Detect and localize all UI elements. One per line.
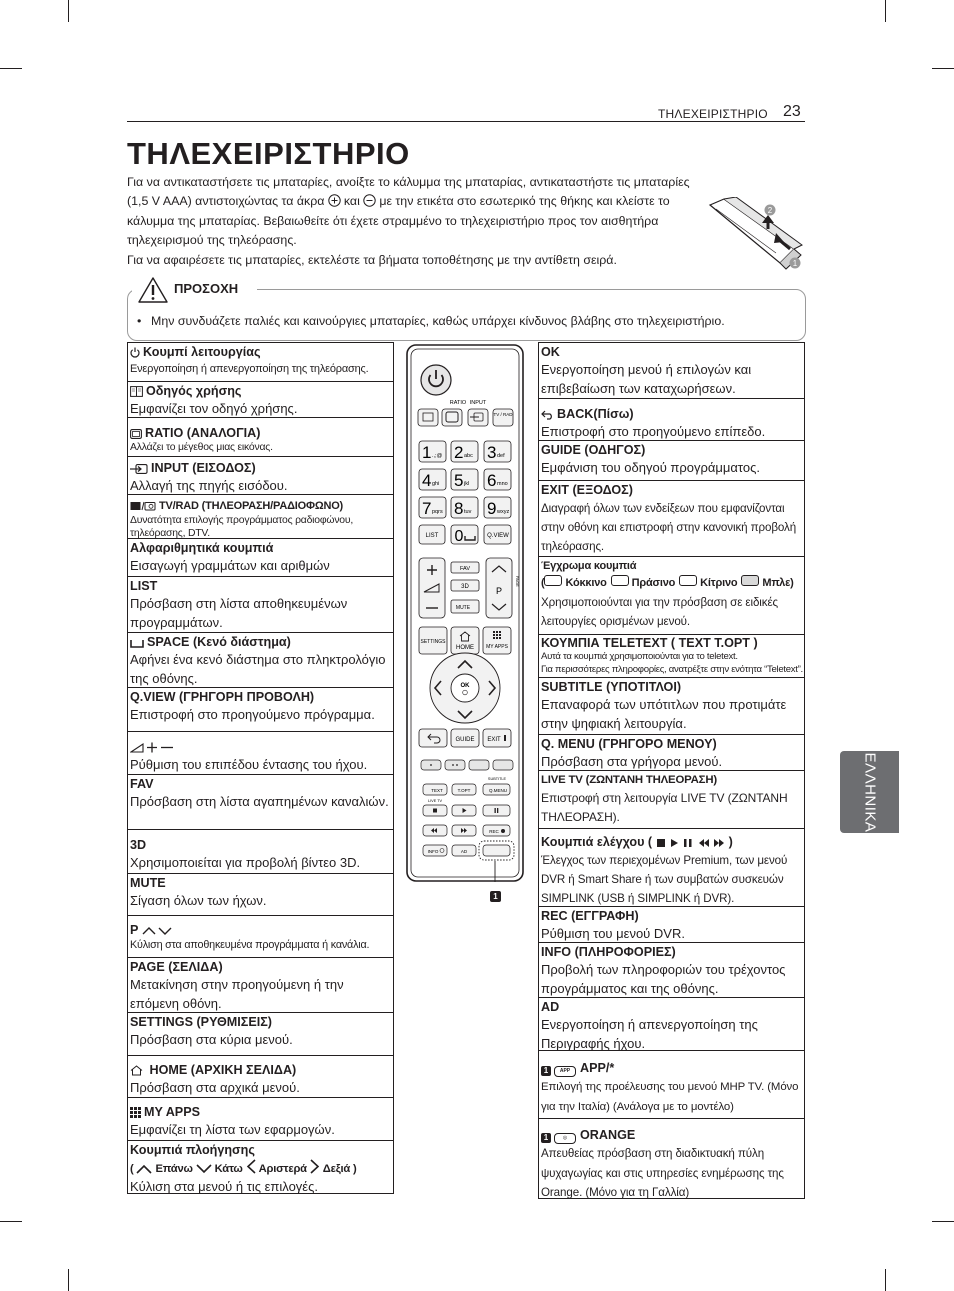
row-title: Έγχρωμα κουμπιά <box>541 560 637 572</box>
keypad-digit: 9 <box>487 499 497 518</box>
row-title: ΚΟΥΜΠΙΑ TELETEXT ( TEXT T.OPT ) <box>541 636 758 650</box>
table-row <box>128 957 393 1012</box>
power-button[interactable] <box>421 365 451 395</box>
remote-callout-1: 1 <box>490 891 501 902</box>
row-title: REC (ΕΓΓΡΑΦΗ) <box>541 909 639 923</box>
row-desc: Κύλιση στα αποθηκευμένα προγράμματα ή κανάλια. <box>130 939 370 951</box>
table-row <box>128 538 393 576</box>
myapps-key-label: MY APPS <box>486 644 508 650</box>
left-button-table <box>127 342 394 1194</box>
row-desc: Ενεργοποίηση μενού ή επιλογών και επιβεβαίωση των καταχωρήσεων. <box>541 362 752 396</box>
row-title: LIST <box>130 579 158 593</box>
row-desc: Εμφανίζει τη λίστα των εφαρμογών. <box>130 1122 335 1137</box>
right-button-table <box>538 342 805 1199</box>
ok-key-label: OK <box>460 683 470 689</box>
app-button-icon: APP <box>554 1066 576 1077</box>
row-title: SUBTITLE (ΥΠΟΤΙΤΛΟΙ) <box>541 680 682 694</box>
red-button-icon <box>544 575 562 586</box>
row-desc: Πρόσβαση στη λίστα αγαπημένων καναλιών. <box>130 794 389 809</box>
row-title: Q.VIEW (ΓΡΗΓΟΡΗ ΠΡΟΒΟΛΗ) <box>130 690 315 704</box>
page-title: ΤΗΛΕΧΕΙΡΙΣΤΗΡΙΟ <box>127 136 410 171</box>
livetv-small-label: LIVE TV <box>428 799 443 803</box>
row-desc: Πρόσβαση στα αρχικά μενού. <box>130 1080 300 1095</box>
minus-circle-icon <box>363 194 376 207</box>
guide-key-label: GUIDE <box>455 737 475 743</box>
table-row <box>128 494 393 538</box>
book-icon <box>130 386 143 397</box>
row-title: INPUT (ΕΙΣΟΔΟΣ) <box>151 461 256 475</box>
keypad-digit: 2 <box>454 443 464 462</box>
row-title: BACK(Πίσω) <box>557 407 634 421</box>
color-paren: ( <box>541 577 545 589</box>
power-icon <box>130 347 140 358</box>
table-row <box>539 398 804 440</box>
table-row <box>539 1118 804 1199</box>
caution-bullet-text: Μην συνδυάζετε παλιές και καινούργιες μπαταρίες, καθώς υπάρχει κίνδυνος βλάβης στο τηλεχειριστήριο. <box>151 314 725 328</box>
tv-rad-label: TV / RAD <box>493 412 513 417</box>
row-title: EXIT (ΕΞΟΔΟΣ) <box>541 483 633 497</box>
keypad-letters: ghi <box>432 481 440 487</box>
volume-plus-minus-icon <box>130 742 174 753</box>
row-desc: Εισαγωγή γραμμάτων και αριθμών <box>130 558 330 573</box>
table-row <box>539 556 804 634</box>
keypad-letters: wxyz <box>497 509 510 515</box>
row-desc: Για περισσότερες πληροφορίες, ανατρέξτε στην ενότητα “Teletext”. <box>541 663 803 675</box>
qview-key-label: Q.VIEW <box>487 533 509 539</box>
zero-key-label: 0 <box>454 528 464 545</box>
model-note-marker: 1 <box>541 1066 551 1076</box>
crop-mark <box>885 1269 886 1291</box>
keypad-digit: 1 <box>422 443 432 462</box>
blue-button-icon <box>741 575 759 586</box>
row-desc: Δυνατότητα επιλογής προγράμματος ραδιοφώνου, τηλεόρασης, DTV. <box>130 515 354 538</box>
row-desc: Κύλιση στα μενού ή τις επιλογές. <box>130 1179 318 1194</box>
green-button[interactable] <box>445 760 465 770</box>
crop-mark <box>932 1221 954 1222</box>
running-header: ΤΗΛΕΧΕΙΡΙΣΤΗΡΙΟ <box>658 107 768 121</box>
space-icon <box>130 640 144 648</box>
home-key-label: HOME <box>456 645 474 651</box>
intro-text-a: Για να αντικαταστήσετε τις μπαταρίες, ανοίξτε το κάλυμμα της μπαταρίας, αντικαταστήστε τις μπαταρίες (1,5 V AAA) αντιστοιχώντας τα άκρα <box>127 175 690 209</box>
crop-mark <box>68 0 69 22</box>
settings-key-label: SETTINGS <box>420 639 446 645</box>
row-desc: Εμφάνιση του οδηγού προγράμματος. <box>541 460 760 475</box>
nav-paren: ( <box>130 1163 134 1175</box>
keypad-letters: def <box>497 453 505 459</box>
row-title: OK <box>541 345 560 359</box>
row-desc: Αλλαγή της πηγής εισόδου. <box>130 478 288 493</box>
crop-mark <box>885 0 886 22</box>
table-row <box>128 576 393 632</box>
intro-paragraph-1 <box>127 173 712 251</box>
row-desc: Ενεργοποίηση ή απενεργοποίηση της Περιγραφής ήχου. <box>541 1017 758 1050</box>
row-desc: Αυτά τα κουμπιά χρησιμοποιούνται για το teletext. <box>541 651 738 662</box>
model-note-marker: 1 <box>541 1133 551 1143</box>
caution-title: ΠΡΟΣΟΧΗ <box>174 281 239 296</box>
keypad-letters: pqrs <box>432 509 443 515</box>
row-desc: Επιστροφή στο προηγούμενο επίπεδο. <box>541 424 766 439</box>
yellow-button[interactable] <box>469 760 489 770</box>
3d-key-label: 3D <box>461 584 469 590</box>
fav-key-label: FAV <box>460 566 470 572</box>
table-row <box>539 942 804 997</box>
rec-key-label: REC <box>489 829 499 834</box>
row-title: FAV <box>130 777 154 791</box>
row-title: Κουμπιά ελέγχου ( <box>541 835 653 849</box>
row-desc: Επιλογή της προέλευσης του μενού MHP TV. (Μόνο για την Ιταλία) (Ανάλογα με το μοντέλο) <box>541 1081 799 1113</box>
keypad-letters: jkl <box>464 481 470 487</box>
ratio-icon <box>130 429 142 439</box>
table-row <box>539 770 804 828</box>
playback-controls-icon <box>656 838 726 848</box>
row-desc: Μετακίνηση στην προηγούμενη ή την επόμενη οθόνη. <box>130 977 344 1011</box>
tv-radio-icon <box>130 501 156 511</box>
mute-key-label: MUTE <box>455 605 471 611</box>
language-tab-label: ΕΛΛΗΝΙΚΑ <box>861 752 879 832</box>
row-title-end: ) <box>728 835 733 849</box>
row-desc: Σίγαση όλων των ήχων. <box>130 893 267 908</box>
page-number: 23 <box>783 103 801 120</box>
row-desc: Ενεργοποίηση ή απενεργοποίηση της τηλεόρασης. <box>130 363 369 375</box>
nav-down-label: Κάτω <box>214 1163 243 1175</box>
warning-triangle-icon <box>137 276 169 304</box>
row-title: GUIDE (ΟΔΗΓΟΣ) <box>541 443 646 457</box>
pause-button[interactable] <box>483 805 510 816</box>
battery-step-1: 1 <box>792 259 798 268</box>
row-desc: Πρόσβαση στη λίστα αποθηκευμένων προγραμμάτων. <box>130 596 348 630</box>
intro-text-b: και <box>343 194 360 209</box>
crop-mark <box>0 1221 22 1222</box>
table-row <box>539 906 804 942</box>
row-title: LIVE TV (ΖΩΝΤΑΝΗ ΤΗΛΕΟΡΑΣΗ) <box>541 774 717 786</box>
row-title: P <box>130 923 139 937</box>
battery-step-2: 2 <box>767 206 773 215</box>
table-row <box>539 828 804 906</box>
nav-right-label: Δεξιά <box>322 1163 351 1175</box>
input-label: INPUT <box>469 400 487 406</box>
row-desc: Διαγραφή όλων των ενδείξεων που εμφανίζονται στην οθόνη και επιστροφή στην κανονική προβολή τηλεόρασης. <box>541 502 797 553</box>
chevron-down-icon <box>196 1164 212 1174</box>
row-title: TV/RAD (ΤΗΛΕΟΡΑΣΗ/ΡΑΔΙΟΦΩΝΟ) <box>159 500 344 512</box>
keypad-digit: 5 <box>454 471 464 490</box>
intro-text <box>127 173 712 270</box>
green-button-icon <box>611 575 629 586</box>
table-row <box>128 632 393 687</box>
page-side-label: PAGE <box>515 576 520 587</box>
list-key-label: LIST <box>425 533 439 539</box>
green-label: Πράσινο <box>631 577 676 589</box>
yellow-button-icon <box>679 575 697 586</box>
intro-paragraph-2: Για να αφαιρέσετε τις μπαταρίες, εκτελέστε τα βήματα τοποθέτησης με την αντίθετη σειρά. <box>127 252 617 267</box>
chevron-up-down-icon <box>142 926 172 936</box>
table-row <box>128 456 393 494</box>
keypad-letters: tuv <box>464 509 472 515</box>
keypad-digit: 6 <box>487 471 497 490</box>
keypad-digit: 4 <box>422 471 432 490</box>
row-desc: Έλεγχος των περιεχομένων Premium, των μενού DVR ή Smart Share ή των συμβατών συσκευών SIMPLINK (USB ή SIMPLINK ή DVR). <box>541 854 788 905</box>
row-desc: Πρόσβαση στα γρήγορα μενού. <box>541 754 723 769</box>
table-row <box>128 731 393 774</box>
crop-mark <box>68 1269 69 1291</box>
qmenu-key-label: Q.MENU <box>489 788 507 793</box>
row-title: ORANGE <box>580 1128 636 1142</box>
row-desc: Χρησιμοποιούνται για την πρόσβαση σε ειδικές λειτουργίες ορισμένων μενού. <box>541 596 779 628</box>
ad-key-label: AD <box>460 849 468 854</box>
keypad-letters: abc <box>464 453 473 459</box>
app-button[interactable] <box>483 845 510 856</box>
crop-mark <box>0 68 22 69</box>
bullet-dot: • <box>137 314 142 328</box>
row-title: APP/* <box>580 1061 615 1075</box>
yellow-label: Κίτρινο <box>700 577 738 589</box>
language-tab <box>840 751 899 833</box>
table-row <box>539 677 804 734</box>
table-row <box>128 1012 393 1055</box>
keypad-letters: .,;@ <box>432 453 443 459</box>
back-arrow-icon <box>541 410 554 420</box>
row-title: Κουμπιά πλοήγησης <box>130 1143 255 1157</box>
nav-paren: ) <box>353 1163 357 1175</box>
row-desc: Επιστροφή στη λειτουργία LIVE TV (ΖΩΝΤΑΝΗ ΤΗΛΕΟΡΑΣΗ). <box>541 791 788 824</box>
topt-key-label: T.OPT <box>457 788 471 793</box>
ratio-label: RATIO <box>449 400 467 406</box>
row-title: Q. MENU (ΓΡΗΓΟΡΟ ΜΕΝΟΥ) <box>541 737 717 751</box>
table-row <box>128 687 393 731</box>
chevron-up-icon <box>136 1164 152 1174</box>
table-row <box>539 342 804 398</box>
table-row <box>128 1055 393 1097</box>
row-desc: Ρύθμιση του επιπέδου έντασης του ήχου. <box>130 757 368 772</box>
row-desc: Χρησιμοποιείται για προβολή βίντεο 3D. <box>130 855 361 870</box>
table-row <box>128 829 393 873</box>
row-desc: Επιστροφή στο προηγούμενο πρόγραμμα. <box>130 707 375 722</box>
intro-text-c: με την ετικέτα στο εσωτερικό της θήκης και κλείστε το κάλυμμα της μπαταρίας. Βεβαιωθείτε ότι έχετε στραμμένο το τηλεχειριστήριο προς τον αισθητήρα τηλεχειρισμού της τηλεόρασης. <box>127 194 670 248</box>
battery-cover-illustration <box>706 197 806 272</box>
user-guide-button[interactable] <box>418 409 438 426</box>
nav-left-label: Αριστερά <box>258 1163 307 1175</box>
row-title: PAGE (ΣΕΛΙΔΑ) <box>130 960 223 974</box>
row-desc: Επαναφορά των υπότιτλων που προτιμάτε στην ψηφιακή λειτουργία. <box>541 697 787 731</box>
table-row <box>539 440 804 480</box>
caution-bullet <box>137 314 725 328</box>
red-label: Κόκκινο <box>565 577 607 589</box>
table-row <box>128 342 393 381</box>
row-title: HOME (ΑΡΧΙΚΗ ΣΕΛΙΔΑ) <box>149 1063 297 1077</box>
input-icon <box>130 464 148 474</box>
table-row <box>539 634 804 677</box>
table-row <box>128 417 393 456</box>
table-row <box>128 873 393 915</box>
row-desc: Προβολή των πληροφοριών του τρέχοντος προγράμματος και της οθόνης. <box>541 962 786 996</box>
keypad-digit: 7 <box>422 499 432 518</box>
table-row <box>128 1140 393 1194</box>
plus-circle-icon <box>328 194 341 207</box>
back-button[interactable] <box>419 729 447 747</box>
chevron-left-icon <box>246 1159 256 1174</box>
row-title: 3D <box>130 838 147 852</box>
row-desc: Ρύθμιση του μενού DVR. <box>541 926 685 941</box>
row-desc: Απευθείας πρόσβαση στη διαδικτυακή πύλη ψυχαγωγίας και στις υπηρεσίες ενημέρωσης της Orange. (Μόνο για τη Γαλλία) <box>541 1147 784 1199</box>
row-desc: Αλλάζει το μέγεθος μιας εικόνας. <box>130 442 273 453</box>
info-key-label: INFO <box>427 849 439 854</box>
table-row <box>128 774 393 829</box>
table-row <box>539 480 804 556</box>
keypad-digit: 3 <box>487 443 497 462</box>
chevron-right-icon <box>310 1159 320 1174</box>
row-title: RATIO (ΑΝΑΛΟΓΙΑ) <box>145 426 261 440</box>
row-title: Οδηγός χρήσης <box>146 384 242 398</box>
subtitle-small-label: SUBTITLE <box>487 777 507 781</box>
blue-button[interactable] <box>493 760 513 770</box>
text-key-label: TEXT <box>431 788 443 793</box>
remote-control-illustration <box>406 344 524 882</box>
row-title: Αλφαριθμητικά κουμπιά <box>130 541 274 555</box>
row-title: INFO (ΠΛΗΡΟΦΟΡΙΕΣ) <box>541 945 676 959</box>
crop-mark <box>932 68 954 69</box>
orange-button-icon: ◎ <box>554 1133 576 1144</box>
row-title: SPACE (Κενό διάστημα) <box>147 635 291 649</box>
keypad-letters: mno <box>497 481 508 487</box>
blue-label: Μπλε) <box>762 577 794 589</box>
row-title: AD <box>541 1000 560 1014</box>
row-title: MUTE <box>130 876 166 890</box>
row-desc: Αφήνει ένα κενό διάστημα στο πληκτρολόγιο της οθόνης. <box>130 652 386 686</box>
header-rule <box>127 121 805 122</box>
table-row <box>539 997 804 1050</box>
my-apps-grid-icon <box>130 1107 141 1118</box>
row-title: SETTINGS (ΡΥΘΜΙΣΕΙΣ) <box>130 1015 272 1029</box>
keypad-digit: 8 <box>454 499 464 518</box>
nav-up-label: Επάνω <box>155 1163 193 1175</box>
table-row <box>128 381 393 417</box>
table-row <box>539 1050 804 1118</box>
table-row <box>539 734 804 770</box>
row-title: MY APPS <box>144 1105 200 1119</box>
p-key-label: P <box>495 586 503 596</box>
table-row <box>128 1097 393 1140</box>
exit-key-label: EXIT <box>487 737 501 743</box>
table-row <box>128 915 393 957</box>
row-desc: Πρόσβαση στα κύρια μενού. <box>130 1032 293 1047</box>
home-icon <box>130 1065 143 1076</box>
row-desc: Εμφανίζει τον οδηγό χρήσης. <box>130 401 298 416</box>
row-title: Κουμπί λειτουργίας <box>143 345 261 359</box>
